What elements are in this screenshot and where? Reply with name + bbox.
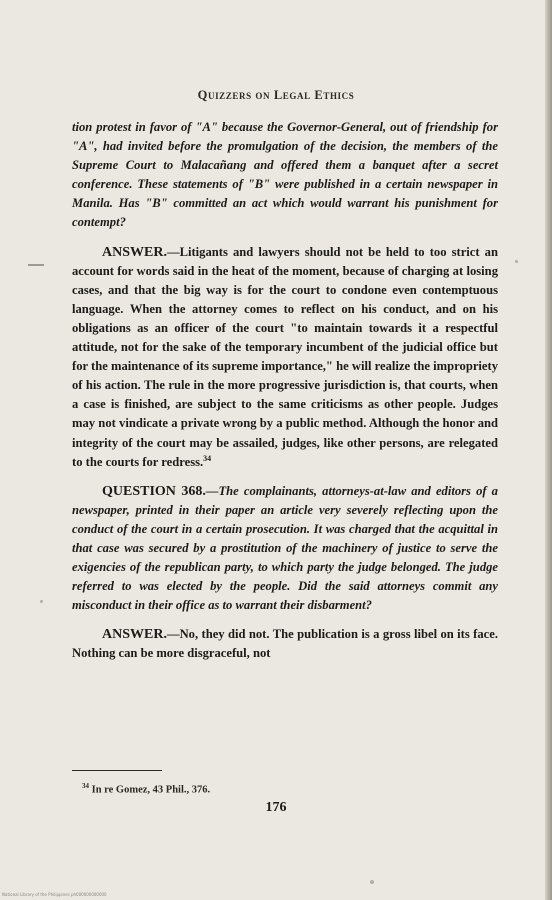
question-lead: QUESTION 368. — [102, 483, 206, 499]
paragraph-text: —Litigants and lawyers should not be held to too strict an account for words said in the heat of the moment, because of charging at losing cases, and that the big way is for the court to condone even contemptuous language. When the attorney comes to reflect on his conduct, and on his obligations as an officer of the court "to maintain towards it a respectful attitude, not for the sake of the temporary incumbent of the judicial office but for the maintenance of its supreme importance," he will realize the impropriety of his action. The rule in the more progressive jurisdiction is, that courts, when a case is finished, are subject to the same criticisms as other people. Judges may not vindicate a private wrong by a public method. Although the honor and integrity of the court may be assailed, judges, like other persons, are relegated to the courts for redress. — [72, 244, 498, 469]
answer-367 — [72, 243, 498, 472]
page-number: 176 — [265, 800, 287, 815]
paragraph-text: tion protest in favor of "A" because the Governor-General, out of friendship for "A", had invited before the promulgation of the decision, the members of the Supreme Court to Malacañang and offered them a banquet after a secret conference. These statements of "B" were published in a certain newspaper in Manila. Has "B" committed an act which would warrant his punishment for contempt? — [72, 120, 498, 230]
book-spine-shadow — [545, 0, 552, 900]
answer-368 — [72, 625, 498, 663]
paragraph-text: —The complainants, attorneys-at-law and editors of a newspaper, printed in their paper an article very severely reflecting upon the conduct of the court in a certain prosecution. It was charged that the acquittal in that case was secured by a prostitution of the machinery of justice to serve the exigencies of the republican party, to which party the judge belonged. The judge referred to was elected by the people. Did the said attorneys commit any misconduct in their office as to warrant their disbarment? — [72, 483, 498, 613]
answer-lead: ANSWER. — [102, 627, 167, 643]
footnote-rule — [72, 770, 162, 771]
paper-speck — [40, 600, 43, 603]
paper-speck — [515, 260, 518, 263]
question-367-continuation — [72, 118, 498, 233]
question-368 — [72, 482, 498, 616]
footnote-text: In re Gomez, 43 Phil., 376. — [91, 784, 211, 796]
footnote-reference: 34 — [203, 453, 212, 463]
body-text — [72, 118, 498, 664]
running-head: Quizzers on Legal Ethics — [197, 88, 355, 102]
footnote — [82, 782, 210, 796]
scan-credit: National Library of the Philippines ph000000000000 — [2, 892, 107, 897]
paragraph-text: —No, they did not. The publication is a gross libel on its face. Nothing can be more disgraceful, not — [72, 627, 498, 661]
paper-speck — [370, 880, 374, 884]
margin-mark — [28, 264, 44, 266]
answer-lead: ANSWER. — [102, 244, 167, 260]
footnote-number: 34 — [82, 782, 89, 790]
